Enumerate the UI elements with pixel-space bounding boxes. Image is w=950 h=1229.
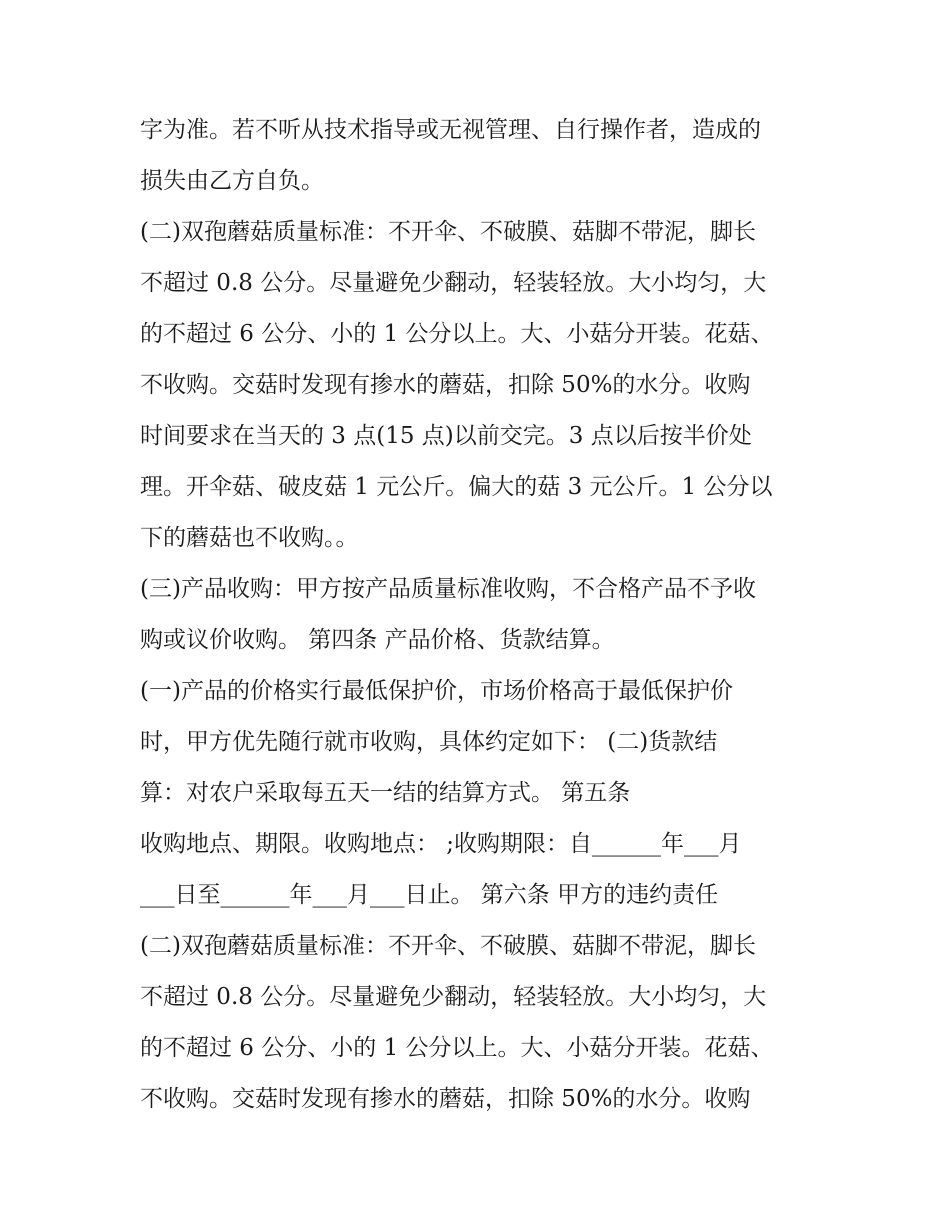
text-line: (二)双孢蘑菇质量标准：不开伞、不破膜、菇脚不带泥，脚长 [140,933,756,959]
text-line: 字为准。若不听从技术指导或无视管理、自行操作者，造成的 [140,117,761,143]
document-body [140,105,830,1125]
text-line: 时间要求在当天的 3 点(15 点)以前交完。3 点以后按半价处 [140,423,752,449]
text-line: 不超过 0.8 公分。尽量避免少翻动，轻装轻放。大小均匀，大 [140,270,767,296]
text-line: 收购地点、期限。收购地点： ;收购期限：自______年___月 [140,831,742,857]
text-line: 不收购。交菇时发现有掺水的蘑菇，扣除 50%的水分。收购 [140,1086,751,1112]
text-line: 损失由乙方自负。 [140,168,324,194]
text-line: 时，甲方优先随行就市收购，具体约定如下： (二)货款结 [140,729,718,755]
text-line: 购或议价收购。 第四条 产品价格、货款结算。 [140,627,615,653]
text-line: 不收购。交菇时发现有掺水的蘑菇，扣除 50%的水分。收购 [140,372,751,398]
text-line: (一)产品的价格实行最低保护价，市场价格高于最低保护价 [140,678,733,704]
text-line: (二)双孢蘑菇质量标准：不开伞、不破膜、菇脚不带泥，脚长 [140,219,756,245]
text-line: 算：对农户采取每五天一结的结算方式。 第五条 [140,780,631,806]
text-line: 的不超过 6 公分、小的 1 公分以上。大、小菇分开装。花菇、 [140,1035,774,1061]
text-line: ___日至______年___月___日止。 第六条 甲方的违约责任 [140,882,719,908]
text-line: 下的蘑菇也不收购。。 [140,525,359,551]
text-line: 理。开伞菇、破皮菇 1 元公斤。偏大的菇 3 元公斤。1 公分以 [140,474,773,500]
text-line: 的不超过 6 公分、小的 1 公分以上。大、小菇分开装。花菇、 [140,321,774,347]
text-line: (三)产品收购：甲方按产品质量标准收购，不合格产品不予收 [140,576,756,602]
text-line: 不超过 0.8 公分。尽量避免少翻动，轻装轻放。大小均匀，大 [140,984,767,1010]
